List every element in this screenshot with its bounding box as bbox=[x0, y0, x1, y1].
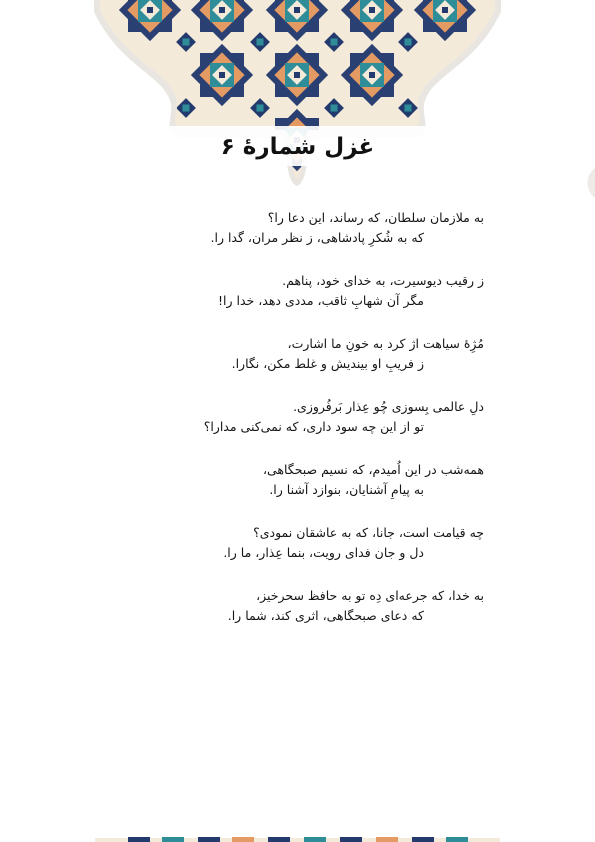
page-title: غزل شمارهٔ ۶ bbox=[220, 134, 375, 160]
couplet-line-2: دل و جان فدای رویت، بنما عِذار، ما را. bbox=[223, 545, 424, 560]
couplet-line-1: به ملازمان سلطان، که رساند، این دعا را؟ bbox=[267, 210, 484, 225]
couplet-line-1: به خدا، که جرعه‌ای دِه تو به حافظ سحرخیز، bbox=[256, 588, 484, 603]
couplet bbox=[112, 208, 484, 248]
couplet-line-2: تو از این چه سود داری، که نمی‌کنی مدارا؟ bbox=[203, 419, 424, 434]
couplet-line-1: مُژِهٔ سیاهت اژ کرد به خونِ ما اشارت، bbox=[287, 336, 484, 351]
couplet bbox=[112, 397, 484, 437]
header-tile-ornament bbox=[0, 0, 595, 200]
couplet-line-2: که دعای صبحگاهی، اثری کند، شما را. bbox=[227, 608, 424, 623]
couplet-line-2: مگر آن شهابِ ثاقب، مددی دهد، خدا را! bbox=[218, 293, 424, 308]
couplet-line-1: همه‌شب در این اُمیدم، که نسیم صبحگاهی، bbox=[262, 462, 484, 477]
couplet-line-1: چه قیامت است، جانا، که به عاشقان نمودی؟ bbox=[253, 525, 484, 540]
couplet bbox=[112, 460, 484, 500]
couplet bbox=[112, 586, 484, 626]
couplet-line-1: دلِ عالمی بِسوزی چُو عِذار بَرفُروزی. bbox=[293, 399, 484, 414]
couplet-line-2: به پیامِ آشنایان، بنوازد آشنا را. bbox=[269, 482, 424, 497]
couplet bbox=[112, 523, 484, 563]
couplet-line-1: ز رقیب دیوسیرت، به خدای خود، پناهم. bbox=[282, 273, 484, 288]
couplet-line-2: ز فریبِ او بیندیش و غلط مکن، نگارا. bbox=[231, 356, 424, 371]
footer-tile-strip bbox=[0, 836, 595, 842]
couplet bbox=[112, 334, 484, 374]
side-ornament bbox=[581, 168, 595, 198]
couplet bbox=[112, 271, 484, 311]
couplet-line-2: که به شُکرِ پادشاهی، ز نظر مران، گدا را. bbox=[210, 230, 424, 245]
poem-body bbox=[112, 208, 484, 649]
